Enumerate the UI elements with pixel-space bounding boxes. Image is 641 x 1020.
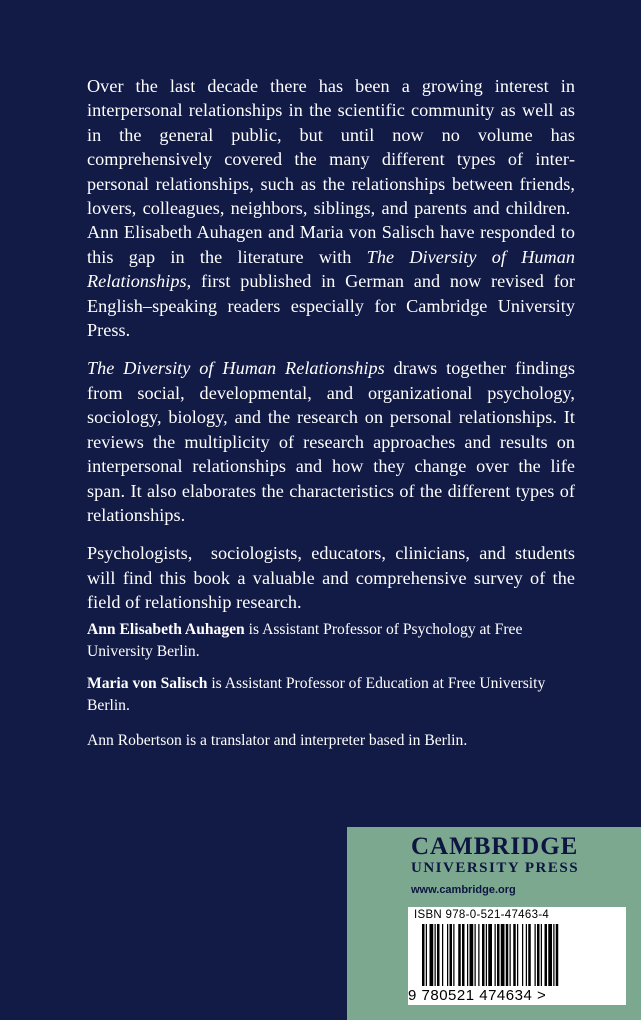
author-name: Ann Elisabeth Auhagen [87, 621, 245, 638]
publisher-panel [347, 827, 641, 1020]
translator-note: Ann Robertson is a translator and interpreter based in Berlin. [87, 732, 468, 749]
book-title-italic: The Diversity of Human Relationships [87, 246, 575, 292]
publisher-name: CAMBRIDGE [411, 833, 579, 860]
publisher-subtitle: UNIVERSITY PRESS [411, 860, 580, 876]
author-bio-text: is Assistant Professor of Education at Free University Berlin. [87, 675, 546, 714]
blurb-p3-text: Psychologists, sociologists, educators, clinicians, and students will find this book a valuable and comprehensive survey of the field of relationship research. [87, 543, 575, 613]
author-name: Maria von Salisch [87, 675, 208, 692]
bio-auhagen [87, 619, 557, 662]
blurb-paragraph-3 [87, 541, 575, 614]
bio-salisch [87, 673, 557, 716]
barcode-icon [414, 924, 620, 988]
publisher-url: www.cambridge.org [411, 884, 516, 896]
blurb-p2-text: draws together findings from social, developmental, and organizational psychology, sociology, biology, and the research on personal relationships. It reviews the multiplicity of research approaches and results on interpersonal relationships and how they change over the life span. It also elaborates the characteristics of the different types of relationships. [87, 358, 575, 525]
blurb [87, 74, 575, 629]
author-bio-text: is Assistant Professor of Psychology at Free University Berlin. [87, 621, 523, 660]
blurb-p1-text: Over the last decade there has been a growing interest in interpersonal relationships in the scientific community as well as in the general public, but until now no volume has comprehensively covered the many different types of interpersonal relationships, such as the relationships between friends, lovers, colleagues, neighbors, siblings, and parents and children. Ann Elisabeth Auhagen and Maria von Salisch have responded to this gap in the literature with [87, 76, 575, 267]
blurb-p1-text-end: , first published in German and now revised for English–speaking readers especially for Cambridge University Press. [87, 271, 575, 341]
blurb-paragraph-2 [87, 356, 575, 527]
barcode-box [408, 907, 626, 1005]
barcode-digits: 9 780521 474634 > [408, 987, 547, 1004]
book-title-italic: The Diversity of Human Relationships [87, 358, 385, 379]
blurb-paragraph-1 [87, 74, 575, 342]
author-bios [87, 619, 557, 727]
isbn-label: ISBN 978-0-521-47463-4 [414, 909, 550, 921]
